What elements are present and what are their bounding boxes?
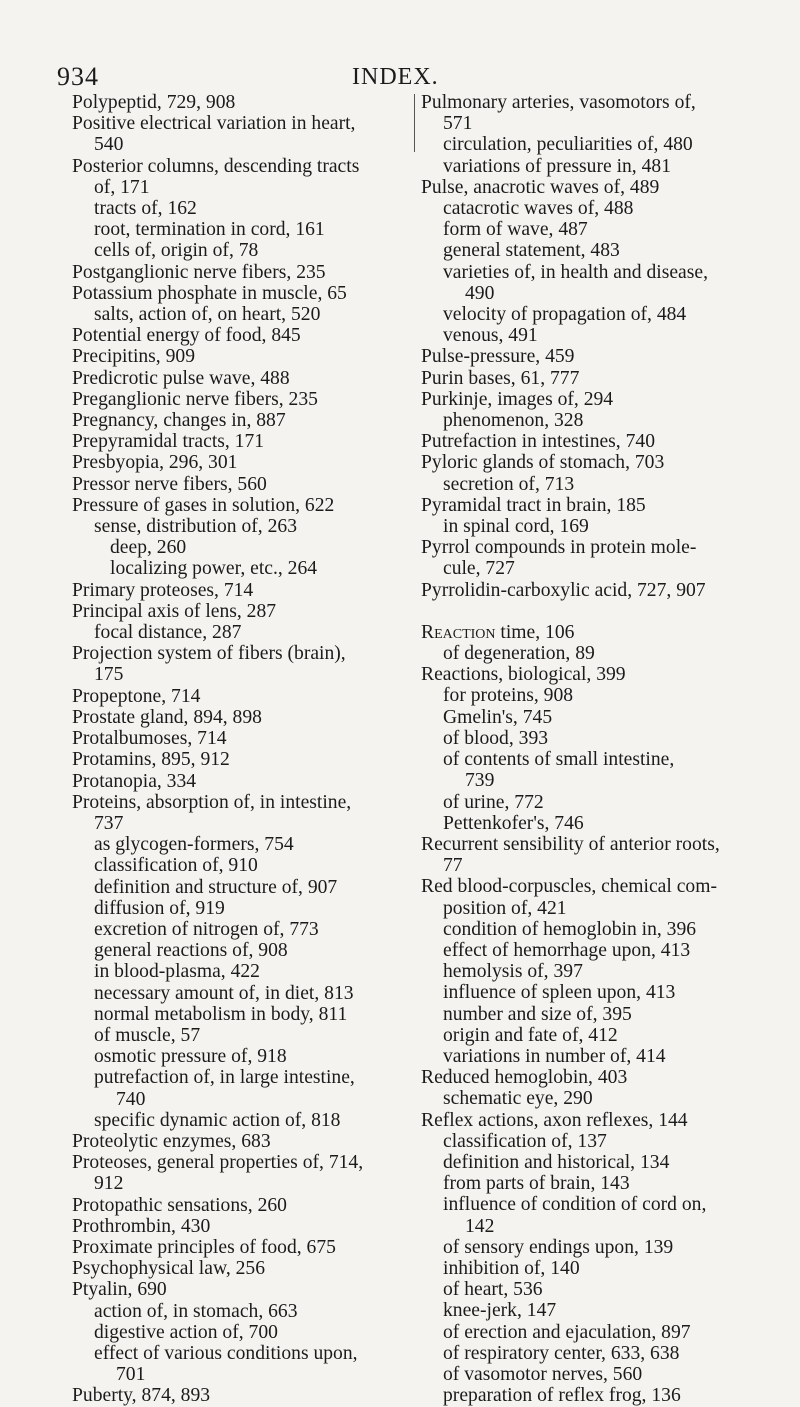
index-subentry: [421, 325, 754, 346]
index-line: Pyloric glands of stomach, 703: [421, 452, 665, 474]
index-line: 737: [94, 812, 124, 834]
index-line: as glycogen-formers, 754: [94, 834, 294, 856]
index-subentry: [72, 877, 406, 898]
index-subentry: [421, 940, 754, 961]
index-subentry: [72, 919, 406, 940]
index-line: number and size of, 395: [443, 1003, 632, 1025]
index-entry: [421, 1110, 754, 1131]
index-entry: [421, 389, 754, 410]
index-line: Reflex actions, axon reflexes, 144: [421, 1109, 688, 1131]
index-line: Pulmonary arteries, vasomotors of,: [421, 92, 696, 113]
index-line: Pressor nerve fibers, 560: [72, 473, 267, 495]
index-subentry: [421, 156, 754, 177]
index-subentry: [421, 1173, 754, 1194]
index-line: definition and historical, 134: [443, 1151, 670, 1173]
column-rule: [414, 94, 415, 152]
index-line: Pulse, anacrotic waves of, 489: [421, 176, 660, 198]
index-line: circulation, peculiarities of, 480: [443, 134, 693, 156]
index-line: 912: [94, 1173, 124, 1195]
index-entry: [72, 1131, 406, 1152]
index-entry: [72, 1385, 406, 1406]
index-line: of urine, 772: [443, 791, 544, 813]
index-entry: [72, 325, 406, 346]
index-line: Pyramidal tract in brain, 185: [421, 494, 646, 516]
index-line: in blood-plasma, 422: [94, 961, 260, 983]
index-entry: [72, 771, 406, 792]
index-line: general statement, 483: [443, 240, 620, 262]
index-subentry: [72, 1110, 406, 1131]
index-subentry: [421, 919, 754, 940]
index-entry: [421, 431, 754, 452]
index-line: Potassium phosphate in muscle, 65: [72, 282, 347, 304]
index-line: cule, 727: [443, 558, 515, 580]
index-entry: [72, 283, 406, 304]
index-line: varieties of, in health and disease,: [443, 261, 708, 283]
index-line: origin and fate of, 412: [443, 1024, 618, 1046]
index-line: Proteolytic enzymes, 683: [72, 1130, 271, 1152]
index-subentry: [421, 1385, 754, 1406]
index-line: for proteins, 908: [443, 685, 574, 707]
index-line: Postganglionic nerve fibers, 235: [72, 261, 326, 283]
index-subentry: [72, 198, 406, 219]
index-line: from parts of brain, 143: [443, 1173, 630, 1195]
index-line: necessary amount of, in diet, 813: [94, 982, 354, 1004]
index-subentry: [421, 1279, 754, 1300]
page-title: INDEX.: [352, 64, 439, 90]
index-subentry: [421, 262, 754, 304]
index-subentry: [421, 1004, 754, 1025]
index-entry: [421, 92, 754, 134]
index-line: action of, in stomach, 663: [94, 1300, 298, 1322]
index-line: of blood, 393: [443, 727, 549, 749]
index-line: variations of pressure in, 481: [443, 155, 671, 177]
index-subentry: [421, 198, 754, 219]
index-line: salts, action of, on heart, 520: [94, 304, 321, 326]
index-line: of, 171: [94, 176, 150, 198]
index-line: 490: [465, 282, 495, 304]
index-line: localizing power, etc., 264: [110, 558, 318, 580]
index-entry: [72, 580, 406, 601]
index-subentry: [421, 1300, 754, 1321]
index-entry: [421, 1067, 754, 1088]
index-entry: [72, 495, 406, 516]
index-line: Purin bases, 61, 777: [421, 367, 580, 389]
index-subentry: [72, 1046, 406, 1067]
index-entry: [421, 495, 754, 516]
index-line: Pyrrol compounds in protein mole-: [421, 537, 697, 559]
index-line: Prostate gland, 894, 898: [72, 706, 262, 728]
index-entry: [72, 346, 406, 367]
index-entry: [72, 262, 406, 283]
index-line: Projection system of fibers (brain),: [72, 643, 346, 665]
index-line: classification of, 137: [443, 1130, 607, 1152]
index-entry: [72, 601, 406, 622]
index-line: Prothrombin, 430: [72, 1215, 211, 1237]
index-subentry: [72, 516, 406, 537]
index-line: 701: [116, 1364, 146, 1386]
index-entry: [72, 1195, 406, 1216]
index-line: 142: [465, 1215, 495, 1237]
index-line: Pulse-pressure, 459: [421, 346, 575, 368]
index-entry: [72, 474, 406, 495]
index-line: hemolysis of, 397: [443, 961, 583, 983]
index-entry: [72, 368, 406, 389]
index-subentry: [421, 516, 754, 537]
index-line: 739: [465, 770, 495, 792]
index-subentry: [72, 1025, 406, 1046]
index-subentry: [72, 1004, 406, 1025]
index-line: Red blood-corpuscles, chemical com-: [421, 876, 717, 898]
index-subentry: [421, 1025, 754, 1046]
index-entry: [421, 664, 754, 685]
index-subentry: [421, 643, 754, 664]
index-subentry: [421, 961, 754, 982]
index-line: Pyrrolidin-carboxylic acid, 727, 907: [421, 579, 706, 601]
index-line: [421, 622, 754, 643]
index-line: Primary proteoses, 714: [72, 579, 254, 601]
index-line: Predicrotic pulse wave, 488: [72, 367, 290, 389]
index-line: Pregnancy, changes in, 887: [72, 410, 286, 432]
index-subentry: [421, 1131, 754, 1152]
index-entry: [72, 410, 406, 431]
index-subentry: [72, 219, 406, 240]
index-line: root, termination in cord, 161: [94, 219, 325, 241]
index-subentry: [421, 474, 754, 495]
index-line: preparation of reflex frog, 136: [443, 1385, 681, 1407]
index-line: Pressure of gases in solution, 622: [72, 494, 335, 516]
index-line: of vasomotor nerves, 560: [443, 1363, 643, 1385]
index-subentry: [72, 983, 406, 1004]
index-line: of contents of small intestine,: [443, 749, 675, 771]
index-line: Presbyopia, 296, 301: [72, 452, 238, 474]
index-entry: [421, 580, 754, 601]
index-subentry: [72, 1343, 406, 1385]
index-subentry: [421, 219, 754, 240]
index-subentry: [421, 410, 754, 431]
index-line: condition of hemoglobin in, 396: [443, 918, 697, 940]
index-entry: [72, 1237, 406, 1258]
index-line: sense, distribution of, 263: [94, 516, 297, 538]
index-subentry: [421, 1237, 754, 1258]
index-line: Puberty, 874, 893: [72, 1385, 211, 1407]
index-line: Preganglionic nerve fibers, 235: [72, 388, 318, 410]
index-line: phenomenon, 328: [443, 410, 584, 432]
index-line: Proximate principles of food, 675: [72, 1236, 336, 1258]
index-subentry: [421, 1322, 754, 1343]
index-entry: [72, 686, 406, 707]
index-line: osmotic pressure of, 918: [94, 1046, 287, 1068]
index-line: Protopathic sensations, 260: [72, 1194, 287, 1216]
index-subentry: [421, 1364, 754, 1385]
index-line: normal metabolism in body, 811: [94, 1003, 348, 1025]
index-line: of degeneration, 89: [443, 643, 595, 665]
index-entry: [72, 431, 406, 452]
index-line: inhibition of, 140: [443, 1257, 580, 1279]
index-line: Protalbumoses, 714: [72, 728, 227, 750]
index-line: venous, 491: [443, 325, 538, 347]
index-subentry: [421, 304, 754, 325]
index-line: catacrotic waves of, 488: [443, 198, 634, 220]
index-subentry: [421, 728, 754, 749]
index-subentry: [421, 1046, 754, 1067]
index-line: diffusion of, 919: [94, 897, 225, 919]
index-line: Potential energy of food, 845: [72, 325, 301, 347]
index-entry: [72, 156, 406, 198]
index-line: 175: [94, 664, 124, 686]
index-lead-term: Reaction: [421, 621, 496, 643]
index-entry: [72, 452, 406, 473]
index-subentry: [421, 707, 754, 728]
index-subentry: [421, 1152, 754, 1173]
index-entry: [72, 707, 406, 728]
index-line: Protanopia, 334: [72, 770, 197, 792]
index-subentry: [72, 537, 406, 558]
index-entry: [72, 1279, 406, 1300]
index-line: Principal axis of lens, 287: [72, 600, 277, 622]
index-line: position of, 421: [443, 897, 567, 919]
index-subentry: [421, 792, 754, 813]
index-line-text: time, 106: [495, 621, 575, 643]
index-subentry: [72, 1067, 406, 1109]
index-line: variations in number of, 414: [443, 1045, 666, 1067]
index-line: form of wave, 487: [443, 219, 588, 241]
index-subentry: [421, 1258, 754, 1279]
index-line: Proteins, absorption of, in intestine,: [72, 791, 352, 813]
index-subentry: [421, 1088, 754, 1109]
index-subentry: [72, 1301, 406, 1322]
index-line: in spinal cord, 169: [443, 516, 589, 538]
index-line: Pettenkofer's, 746: [443, 812, 584, 834]
index-line: Psychophysical law, 256: [72, 1258, 266, 1280]
index-entry: [72, 1258, 406, 1279]
index-subentry: [72, 834, 406, 855]
index-line: of erection and ejaculation, 897: [443, 1321, 691, 1343]
index-subentry: [421, 240, 754, 261]
index-entry: [72, 643, 406, 685]
index-line: 540: [94, 134, 124, 156]
index-subentry: [72, 855, 406, 876]
index-entry: [421, 834, 754, 876]
index-line: general reactions of, 908: [94, 940, 288, 962]
index-line: 571: [443, 113, 473, 135]
index-line: of sensory endings upon, 139: [443, 1236, 674, 1258]
index-line: classification of, 910: [94, 855, 258, 877]
index-line: influence of condition of cord on,: [443, 1194, 707, 1216]
index-line: excretion of nitrogen of, 773: [94, 918, 319, 940]
index-subentry: [421, 982, 754, 1003]
index-line: focal distance, 287: [94, 622, 242, 644]
index-line: velocity of propagation of, 484: [443, 304, 687, 326]
index-line: Ptyalin, 690: [72, 1279, 167, 1301]
index-line: Prepyramidal tracts, 171: [72, 431, 265, 453]
index-line: 77: [443, 855, 463, 877]
index-line: secretion of, 713: [443, 473, 575, 495]
index-line: Recurrent sensibility of anterior roots,: [421, 833, 720, 855]
index-line: definition and structure of, 907: [94, 876, 338, 898]
index-line: Positive electrical variation in heart,: [72, 113, 356, 135]
index-subentry: [421, 749, 754, 791]
index-line: Putrefaction in intestines, 740: [421, 431, 655, 453]
index-subentry: [421, 685, 754, 706]
index-line: Propeptone, 714: [72, 685, 201, 707]
index-line: Polypeptid, 729, 908: [72, 92, 236, 113]
index-subentry: [72, 558, 406, 579]
index-entry: [72, 1216, 406, 1237]
index-subentry: [72, 240, 406, 261]
index-line: Reduced hemoglobin, 403: [421, 1067, 628, 1089]
index-line: 740: [116, 1088, 146, 1110]
index-subentry: [72, 304, 406, 325]
index-subentry: [72, 961, 406, 982]
index-entry: [72, 113, 406, 155]
index-entry: [421, 368, 754, 389]
index-line: Proteoses, general properties of, 714,: [72, 1152, 364, 1174]
index-entry: [72, 749, 406, 770]
index-entry: [421, 876, 754, 918]
index-entry: [421, 346, 754, 367]
index-column-right: [421, 92, 754, 1406]
index-line: tracts of, 162: [94, 198, 197, 220]
index-line: Purkinje, images of, 294: [421, 388, 614, 410]
index-subentry: [421, 1343, 754, 1364]
index-entry: [72, 792, 406, 834]
index-subentry: [72, 622, 406, 643]
index-line: of heart, 536: [443, 1279, 543, 1301]
index-subentry: [72, 898, 406, 919]
index-line: of respiratory center, 633, 638: [443, 1342, 680, 1364]
page-number: 934: [57, 62, 99, 91]
index-entry: [421, 622, 754, 643]
index-subentry: [421, 813, 754, 834]
index-line: schematic eye, 290: [443, 1088, 593, 1110]
index-line: of muscle, 57: [94, 1024, 201, 1046]
index-line: cells of, origin of, 78: [94, 240, 259, 262]
index-line: effect of hemorrhage upon, 413: [443, 939, 691, 961]
index-line: Posterior columns, descending tracts: [72, 155, 360, 177]
index-subentry: [72, 1322, 406, 1343]
index-entry: [72, 1152, 406, 1194]
index-column-left: [72, 92, 406, 1407]
index-line: Precipitins, 909: [72, 346, 195, 368]
index-entry: [72, 92, 406, 113]
index-entry: [421, 537, 754, 579]
index-entry: [421, 452, 754, 473]
index-line: deep, 260: [110, 537, 187, 559]
index-entry: [72, 728, 406, 749]
index-line: effect of various conditions upon,: [94, 1342, 358, 1364]
index-line: Protamins, 895, 912: [72, 749, 230, 771]
index-entry: [421, 177, 754, 198]
index-subentry: [421, 1194, 754, 1236]
index-line: Reactions, biological, 399: [421, 664, 626, 686]
index-line: putrefaction of, in large intestine,: [94, 1067, 355, 1089]
index-subentry: [72, 940, 406, 961]
index-line: digestive action of, 700: [94, 1321, 278, 1343]
index-line: knee-jerk, 147: [443, 1300, 557, 1322]
index-line: Gmelin's, 745: [443, 706, 553, 728]
index-line: specific dynamic action of, 818: [94, 1109, 341, 1131]
index-line: influence of spleen upon, 413: [443, 982, 676, 1004]
index-entry: [72, 389, 406, 410]
index-subentry: [421, 134, 754, 155]
